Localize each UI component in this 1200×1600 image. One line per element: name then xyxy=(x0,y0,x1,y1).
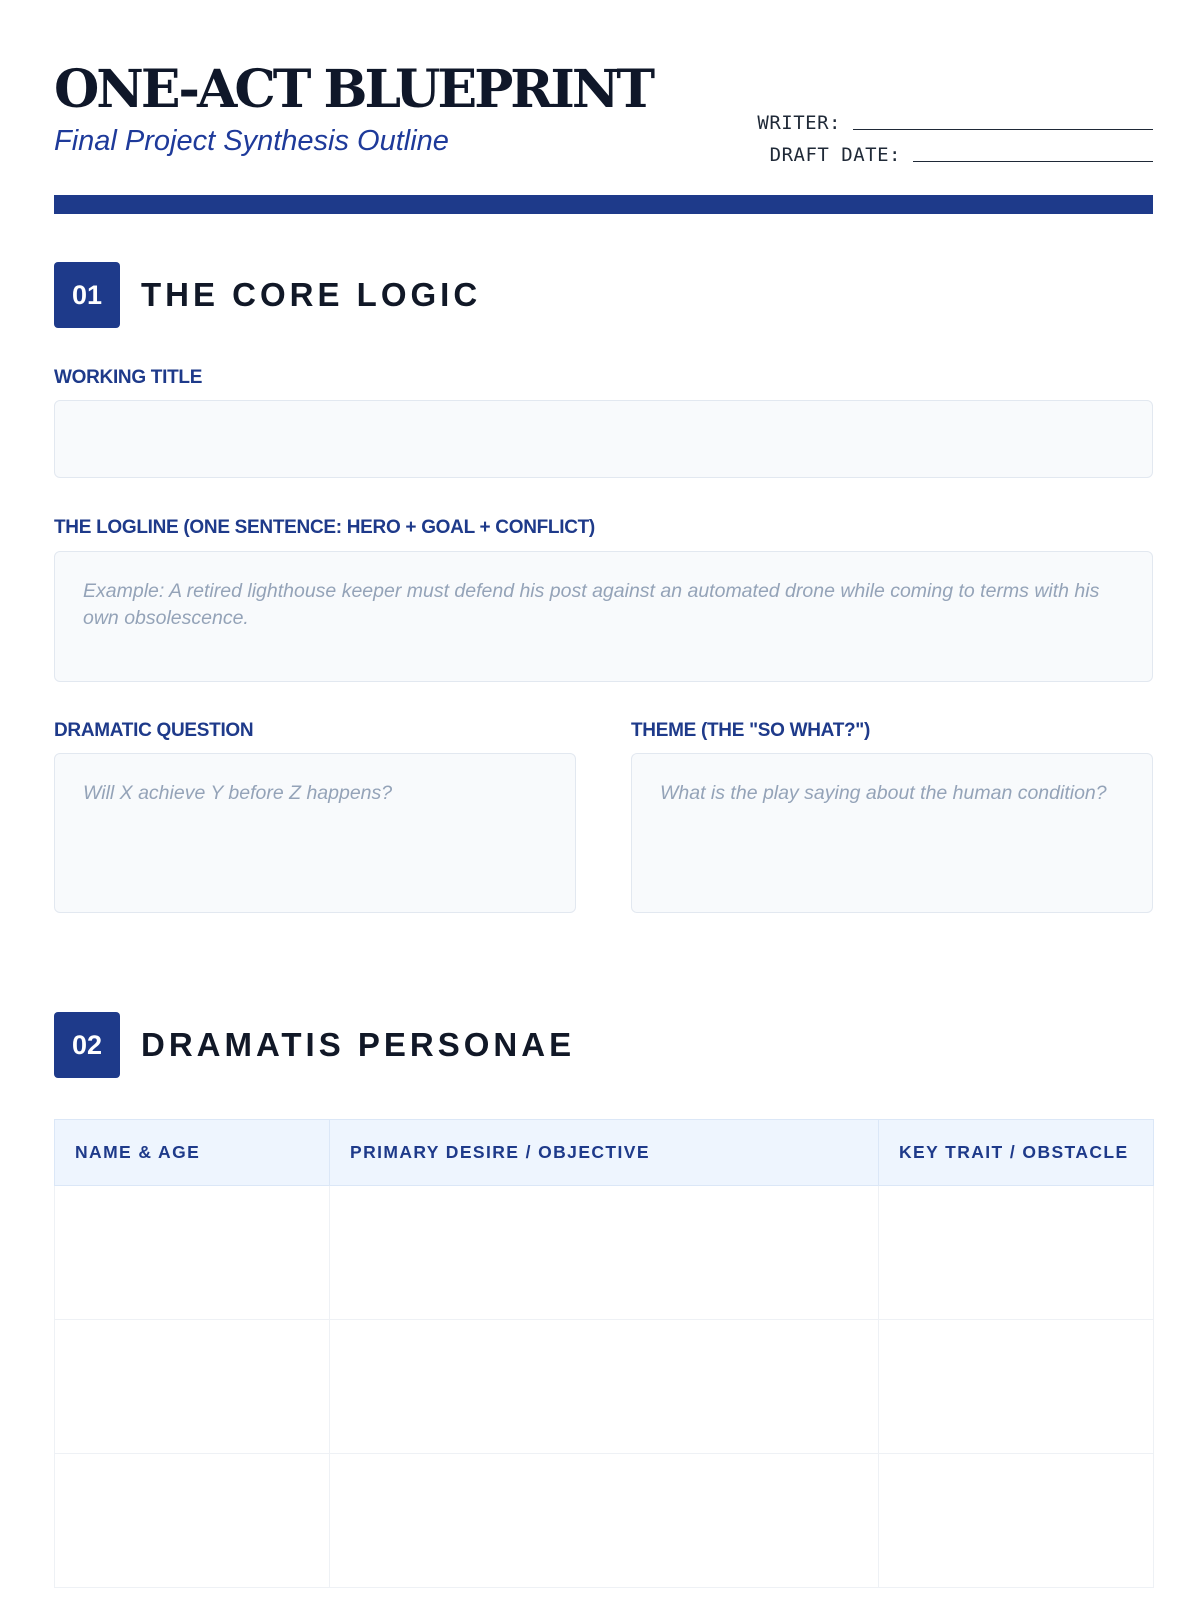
key-trait-cell[interactable] xyxy=(879,1186,1154,1320)
writer-row xyxy=(733,102,1153,134)
writer-label: WRITER: xyxy=(757,112,841,134)
section-number-badge: 02 xyxy=(54,1012,120,1078)
section-title: THE CORE LOGIC xyxy=(141,276,482,313)
draft-date-field[interactable] xyxy=(913,137,1153,162)
table-header-row xyxy=(55,1120,1154,1186)
working-title-field[interactable] xyxy=(54,400,1153,478)
theme-field[interactable]: What is the play saying about the human condition? xyxy=(631,753,1153,913)
dramatic-question-field[interactable]: Will X achieve Y before Z happens? xyxy=(54,753,576,913)
table-row xyxy=(55,1320,1154,1454)
column-header-name-age: NAME & AGE xyxy=(55,1120,330,1186)
name-age-cell[interactable] xyxy=(55,1320,330,1454)
draft-date-row xyxy=(733,134,1153,166)
writer-meta-block xyxy=(733,102,1153,166)
name-age-cell[interactable] xyxy=(55,1186,330,1320)
column-header-primary-desire: PRIMARY DESIRE / OBJECTIVE xyxy=(330,1120,879,1186)
working-title-label: WORKING TITLE xyxy=(54,367,203,388)
worksheet-page xyxy=(54,0,1153,1600)
name-age-cell[interactable] xyxy=(55,1454,330,1588)
logline-label: THE LOGLINE (ONE SENTENCE: HERO + GOAL + CONFLICT) xyxy=(54,517,595,538)
key-trait-cell[interactable] xyxy=(879,1454,1154,1588)
table-row xyxy=(55,1454,1154,1588)
primary-desire-cell[interactable] xyxy=(330,1454,879,1588)
section-number-badge: 01 xyxy=(54,262,120,328)
document-title: ONE-ACT BLUEPRINT xyxy=(54,59,653,120)
theme-label: THEME (THE "SO WHAT?") xyxy=(631,720,871,741)
writer-field[interactable] xyxy=(853,105,1153,130)
section-title: DRAMATIS PERSONAE xyxy=(141,1026,576,1063)
logline-field[interactable]: Example: A retired lighthouse keeper must defend his post against an automated drone while coming to terms with his own obsolescence. xyxy=(54,551,1153,682)
character-table xyxy=(54,1119,1154,1588)
table-row xyxy=(55,1186,1154,1320)
primary-desire-cell[interactable] xyxy=(330,1186,879,1320)
section-core-logic-heading xyxy=(54,262,481,328)
column-header-key-trait: KEY TRAIT / OBSTACLE xyxy=(879,1120,1154,1186)
document-header xyxy=(54,58,1153,178)
primary-desire-cell[interactable] xyxy=(330,1320,879,1454)
section-dramatis-personae-heading xyxy=(54,1012,575,1078)
header-divider xyxy=(54,195,1153,214)
key-trait-cell[interactable] xyxy=(879,1320,1154,1454)
document-subtitle: Final Project Synthesis Outline xyxy=(54,125,449,157)
dramatic-question-label: DRAMATIC QUESTION xyxy=(54,720,254,741)
draft-date-label: DRAFT DATE: xyxy=(769,144,901,166)
